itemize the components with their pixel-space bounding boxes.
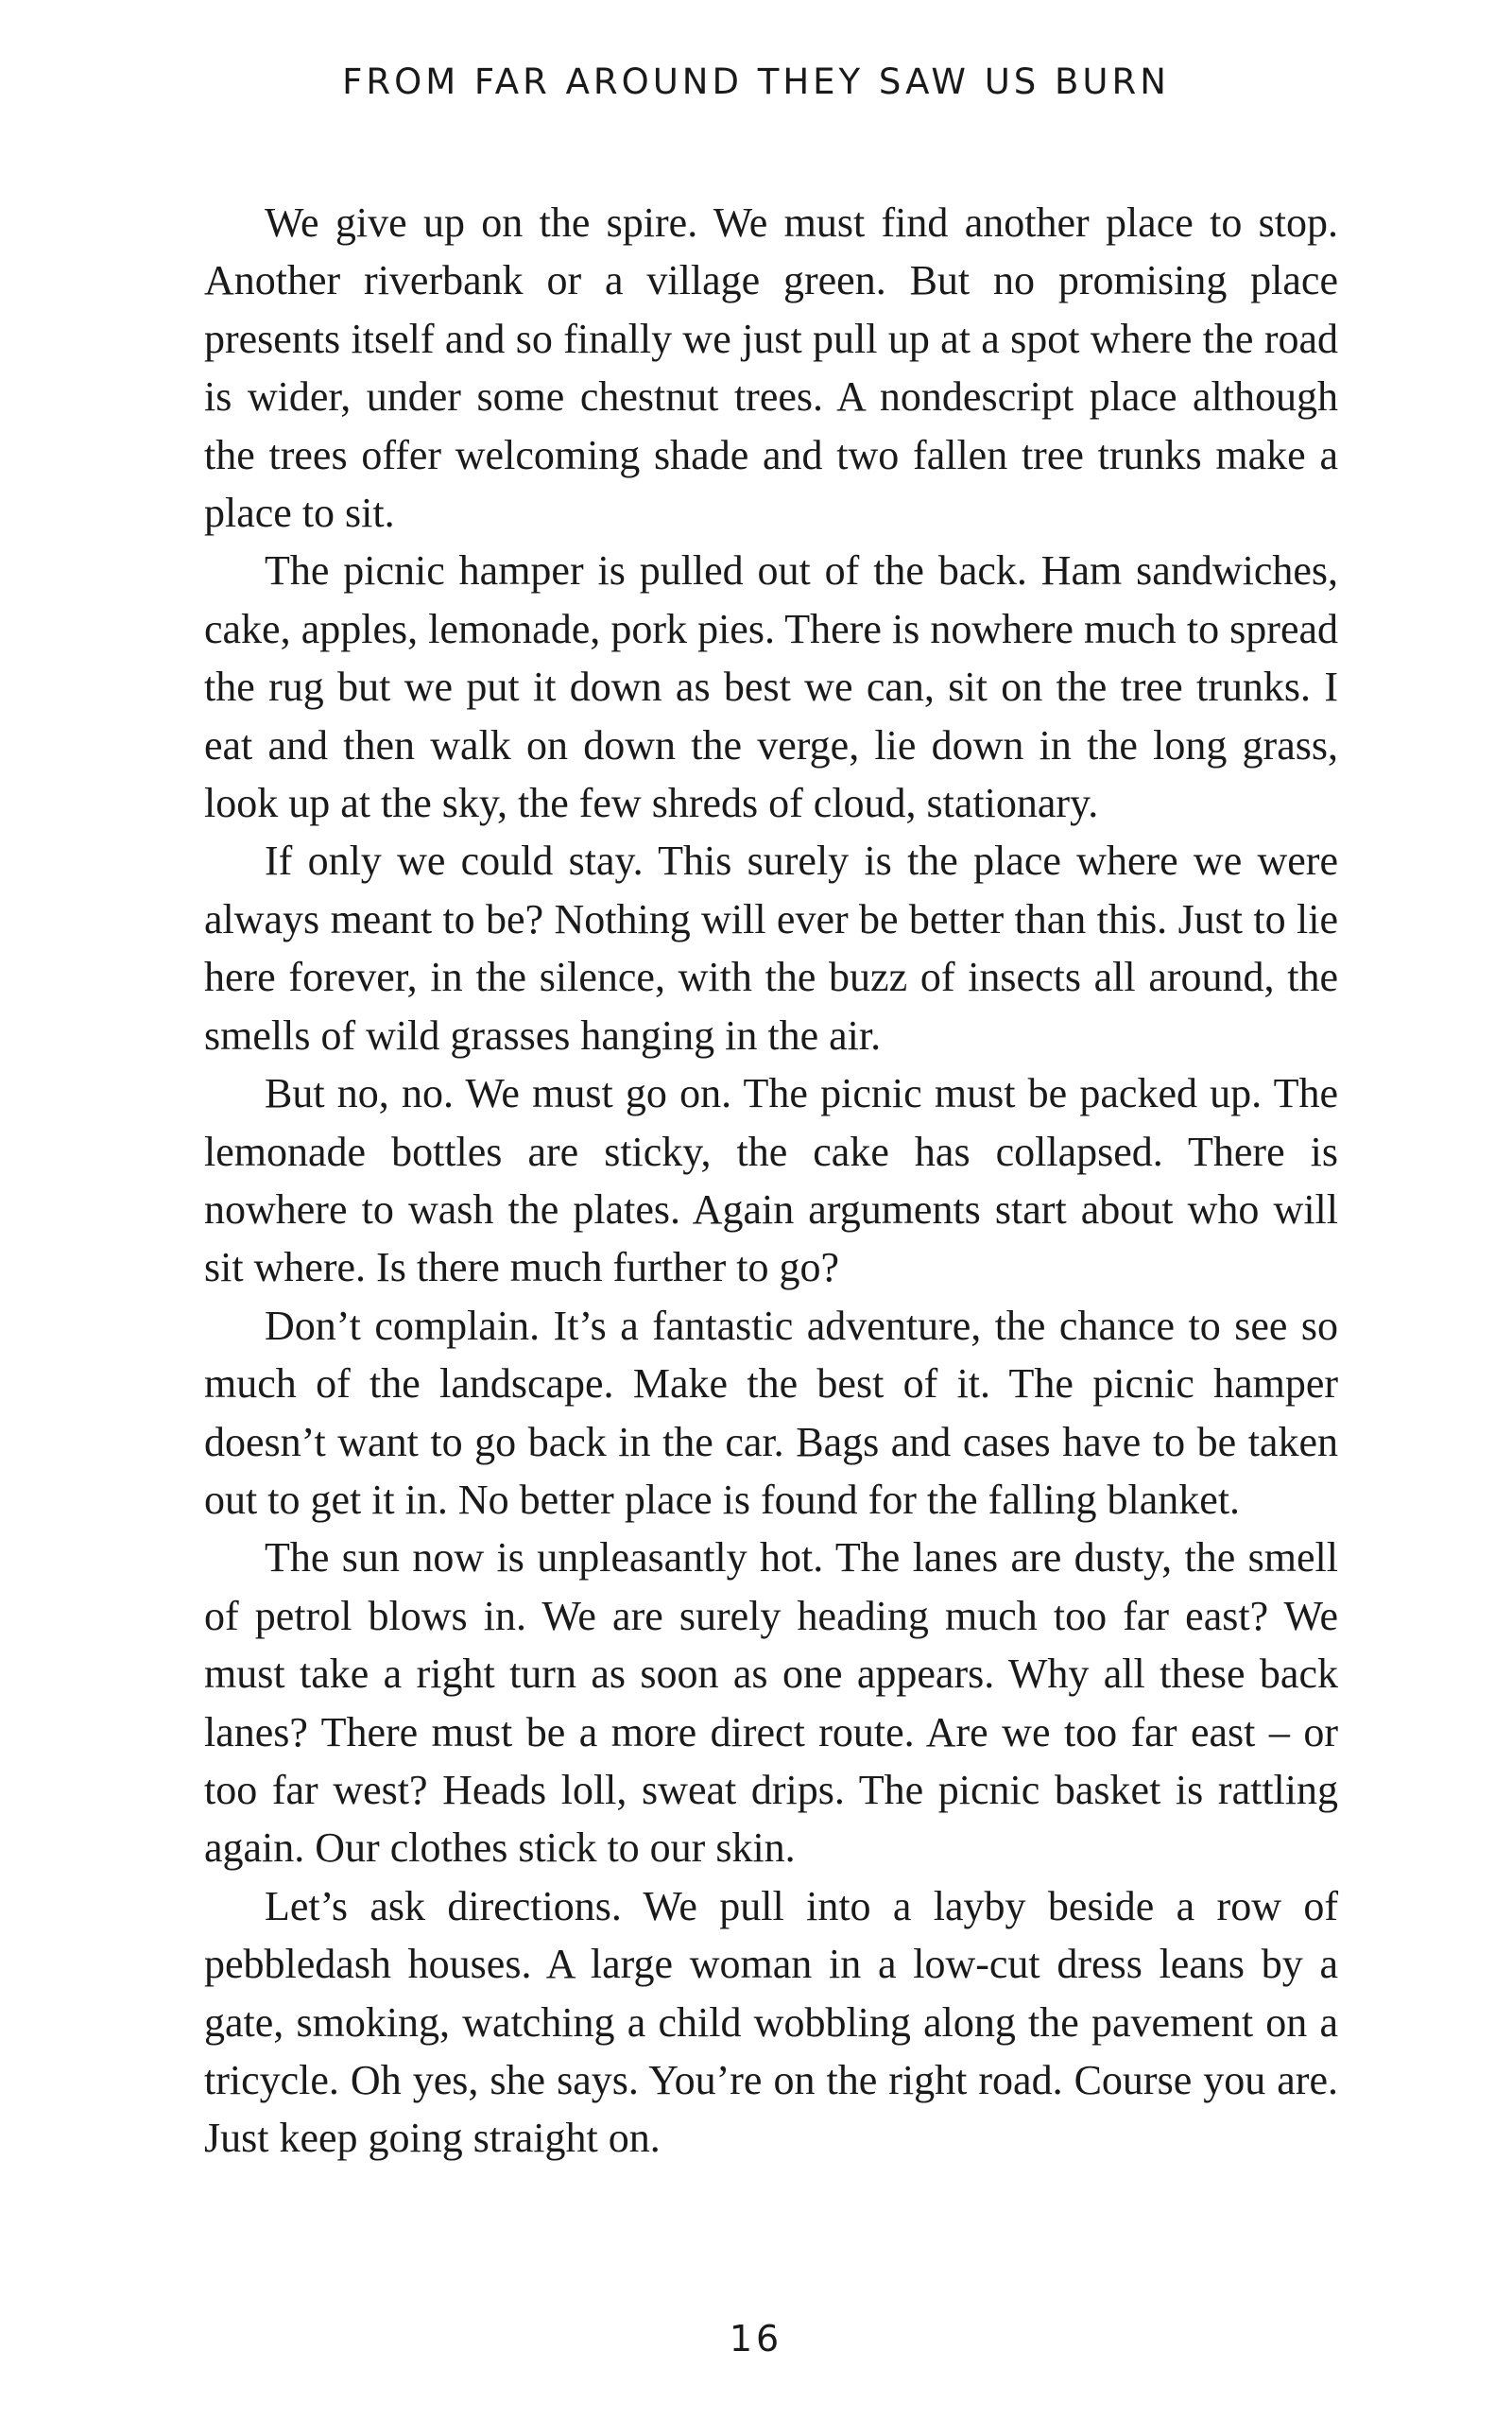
paragraph: Let’s ask directions. We pull into a layby beside a row of pebbledash houses. A large woman in a low-cut dress leans by a gate, smoking, watching a child wobbling along the pavement on a tricycle. Oh yes, she says. You’re on the right road. Course you are. Just keep going straight on. (204, 1882, 1338, 2162)
paragraph: The sun now is unpleasantly hot. The lanes are dusty, the smell of petrol blows in. We are surely heading much too far east? We must take a right turn as soon as one appears. Why all these back lanes? There must be a more direct route. Are we too far east – or too far west? Heads loll, sweat drips. The picnic basket is rattling again. Our clothes stick to our skin. (204, 1534, 1338, 1872)
paragraph: But no, no. We must go on. The picnic must be packed up. The lemonade bottles are sticky, the cake has collapsed. There is nowhere to wash the plates. Again arguments start about who will sit where. Is there much further to go? (204, 1070, 1338, 1291)
paragraph: The picnic hamper is pulled out of the back. Ham sandwiches, cake, apples, lemonade, pork pies. There is nowhere much to spread the rug but we put it down as best we can, sit on the tree trunks. I eat and then walk on down the verge, lie down in the long grass, look up at the sky, the few shreds of cloud, stationary. (204, 547, 1338, 827)
paragraph: We give up on the spire. We must find another place to stop. Another riverbank or a village green. But no promising place presents itself and so finally we just pull up at a spot where the road is wider, under some chestnut trees. A nondescript place although the trees offer welcoming shade and two fallen tree trunks make a place to sit. (204, 199, 1338, 537)
running-head: FROM FAR AROUND THEY SAW US BURN (342, 61, 1170, 102)
paragraph: Don’t complain. It’s a fantastic adventure, the chance to see so much of the landscape. Make the best of it. The picnic hamper doesn’t want to go back in the car. Bags and cases have to be taken out to get it in. No better place is found for the falling blanket. (204, 1302, 1338, 1523)
body-text (204, 194, 1338, 2168)
page-number: 16 (729, 2318, 783, 2360)
paragraph: If only we could stay. This surely is the place where we were always meant to be? Nothing will ever be better than this. Just to lie here forever, in the silence, with the buzz of insects all around, the smells of wild grasses hanging in the air. (204, 838, 1338, 1059)
